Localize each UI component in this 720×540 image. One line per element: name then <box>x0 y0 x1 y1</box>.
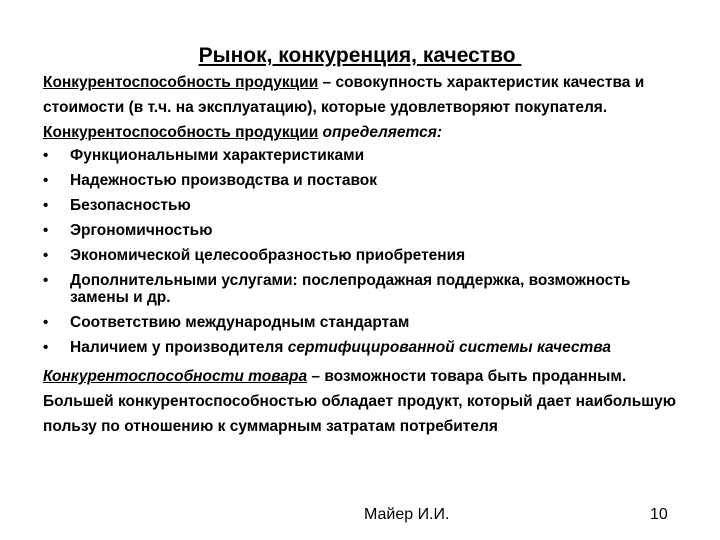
list-item <box>43 147 683 164</box>
slide-title: Рынок, конкуренция, качество <box>198 44 522 67</box>
list-item-text: Эргономичностью <box>70 222 213 239</box>
list-item <box>43 247 683 264</box>
list-item-italic-text: сертифицированной системы качества <box>287 339 612 356</box>
goods-text: – возможности товара быть проданным. Большей конкурентоспособностью обладает продукт, который дает наибольшую пользу по отношению к суммарным затратам потребителя <box>43 368 677 435</box>
definition-term: Конкурентоспособность продукции <box>43 74 319 91</box>
list-item-text: Безопасностью <box>70 197 191 214</box>
list-item-text: Надежностью производства и поставок <box>70 172 378 189</box>
list-item <box>43 314 683 331</box>
bullet-icon: • <box>43 172 49 189</box>
list-item <box>43 222 683 239</box>
bullet-icon: • <box>43 314 49 331</box>
slide-content <box>43 70 683 439</box>
list-item-text: Экономической целесообразностью приобретения <box>70 247 466 264</box>
bullet-icon: • <box>43 147 49 164</box>
definition-text: – совокупность характеристик качества и стоимости (в т.ч. на эксплуатацию), которые удовлетворяют покупателя. <box>43 74 645 116</box>
list-item-text: Наличием у производителя <box>70 339 288 356</box>
determined-by-heading <box>43 120 683 145</box>
list-item-text: Соответствию международным стандартам <box>70 314 410 331</box>
bullet-icon: • <box>43 272 49 289</box>
bullet-icon: • <box>43 222 49 239</box>
list-item-text: Дополнительными услугами: послепродажная поддержка, возможность замены и др. <box>70 272 631 306</box>
page-number: 10 <box>650 506 668 523</box>
determined-by-term: Конкурентоспособность продукции <box>43 124 319 141</box>
list-item-text: Функциональными характеристиками <box>70 147 365 164</box>
list-item <box>43 339 683 356</box>
goods-term: Конкурентоспособности товара <box>43 368 308 385</box>
list-item <box>43 172 683 189</box>
list-item <box>43 272 683 306</box>
goods-competitiveness-definition <box>43 364 683 439</box>
factor-list <box>43 147 683 356</box>
determined-by-text: определяется: <box>318 124 443 141</box>
product-competitiveness-definition <box>43 70 683 120</box>
bullet-icon: • <box>43 339 49 356</box>
bullet-icon: • <box>43 247 49 264</box>
list-item <box>43 197 683 214</box>
footer-author: Майер И.И. <box>364 506 450 523</box>
bullet-icon: • <box>43 197 49 214</box>
